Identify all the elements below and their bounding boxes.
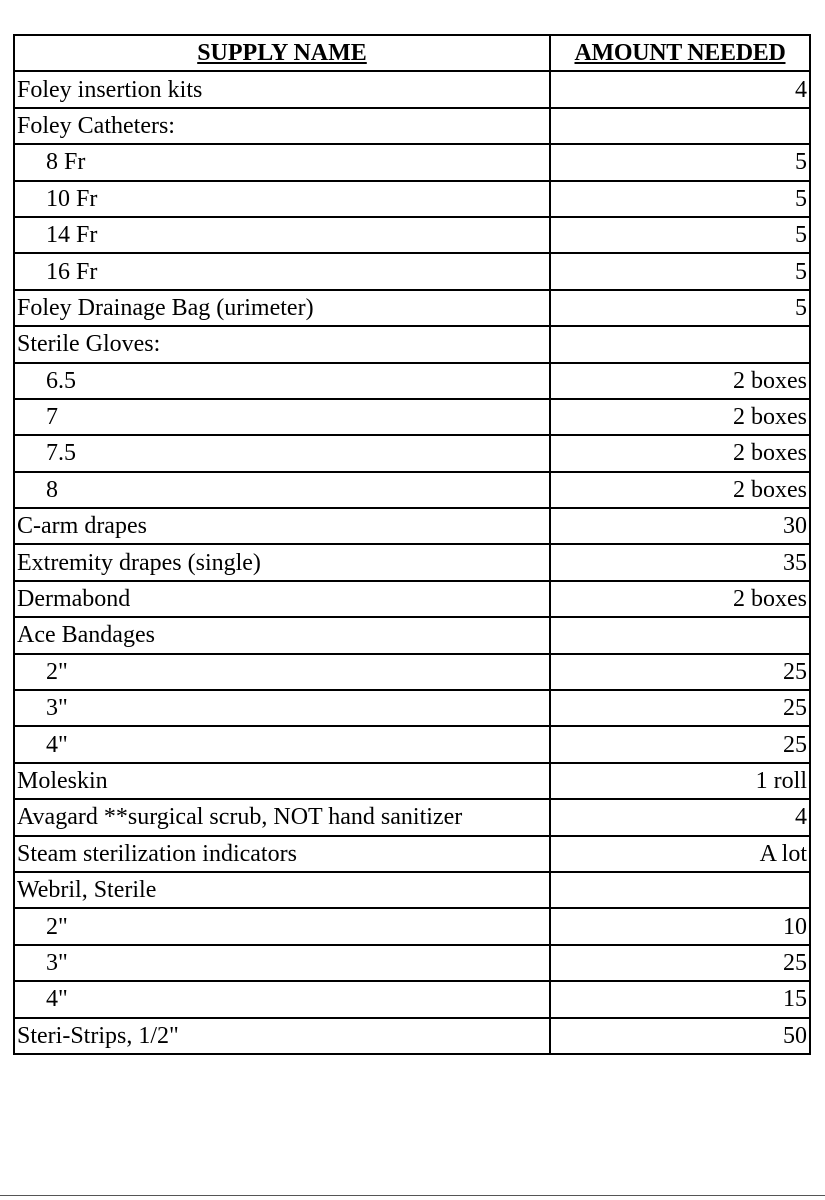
table-row: [14, 71, 810, 107]
table-row: [14, 1018, 810, 1054]
table-row: [14, 617, 810, 653]
table-row: [14, 581, 810, 617]
table-row: [14, 908, 810, 944]
supply-name-cell: 14 Fr: [14, 217, 550, 253]
amount-needed-cell: [550, 326, 810, 362]
amount-needed-cell: 5: [550, 217, 810, 253]
amount-needed-cell: 2 boxes: [550, 472, 810, 508]
table-row: [14, 690, 810, 726]
supply-name-cell: Sterile Gloves:: [14, 326, 550, 362]
table-row: [14, 144, 810, 180]
supply-name-cell: Steam sterilization indicators: [14, 836, 550, 872]
supply-name-cell: C-arm drapes: [14, 508, 550, 544]
supply-name-cell: 16 Fr: [14, 253, 550, 289]
table-row: [14, 544, 810, 580]
supply-name-cell: Steri-Strips, 1/2": [14, 1018, 550, 1054]
supply-name-cell: 8 Fr: [14, 144, 550, 180]
amount-needed-cell: 2 boxes: [550, 399, 810, 435]
table-row: [14, 399, 810, 435]
amount-needed-cell: 2 boxes: [550, 363, 810, 399]
supply-name-cell: Avagard **surgical scrub, NOT hand sanitizer: [14, 799, 550, 835]
amount-needed-cell: A lot: [550, 836, 810, 872]
amount-needed-cell: 30: [550, 508, 810, 544]
supply-name-cell: 2": [14, 654, 550, 690]
supply-name-cell: 3": [14, 690, 550, 726]
supply-table: [13, 34, 811, 1055]
amount-needed-cell: 50: [550, 1018, 810, 1054]
amount-needed-cell: [550, 617, 810, 653]
supply-name-cell: 10 Fr: [14, 181, 550, 217]
table-row: [14, 435, 810, 471]
supply-name-cell: Foley Catheters:: [14, 108, 550, 144]
supply-name-cell: 7.5: [14, 435, 550, 471]
page-bottom-rule: [0, 1195, 825, 1196]
table-row: [14, 363, 810, 399]
supply-name-cell: Moleskin: [14, 763, 550, 799]
amount-needed-cell: [550, 872, 810, 908]
table-row: [14, 253, 810, 289]
supply-name-cell: Dermabond: [14, 581, 550, 617]
table-row: [14, 508, 810, 544]
amount-needed-cell: 2 boxes: [550, 435, 810, 471]
amount-needed-cell: 15: [550, 981, 810, 1017]
supply-name-cell: 8: [14, 472, 550, 508]
amount-needed-cell: 5: [550, 290, 810, 326]
amount-needed-cell: 35: [550, 544, 810, 580]
amount-needed-cell: [550, 108, 810, 144]
supply-name-cell: 4": [14, 726, 550, 762]
amount-needed-cell: 2 boxes: [550, 581, 810, 617]
supply-name-cell: 7: [14, 399, 550, 435]
table-row: [14, 945, 810, 981]
supply-name-cell: 2": [14, 908, 550, 944]
table-row: [14, 108, 810, 144]
table-row: [14, 290, 810, 326]
table-row: [14, 872, 810, 908]
supply-name-cell: Ace Bandages: [14, 617, 550, 653]
amount-needed-cell: 25: [550, 690, 810, 726]
table-row: [14, 726, 810, 762]
column-header-amount-needed: AMOUNT NEEDED: [550, 35, 810, 71]
supply-table-body: [14, 71, 810, 1054]
amount-needed-cell: 25: [550, 726, 810, 762]
table-row: [14, 472, 810, 508]
table-row: [14, 763, 810, 799]
supply-name-cell: 3": [14, 945, 550, 981]
amount-needed-cell: 25: [550, 945, 810, 981]
table-row: [14, 326, 810, 362]
amount-needed-cell: 25: [550, 654, 810, 690]
header-row: [14, 35, 810, 71]
table-row: [14, 181, 810, 217]
amount-needed-cell: 4: [550, 71, 810, 107]
amount-needed-cell: 5: [550, 181, 810, 217]
amount-needed-cell: 5: [550, 253, 810, 289]
amount-needed-cell: 4: [550, 799, 810, 835]
table-row: [14, 836, 810, 872]
supply-name-cell: Foley Drainage Bag (urimeter): [14, 290, 550, 326]
amount-needed-cell: 5: [550, 144, 810, 180]
amount-needed-cell: 1 roll: [550, 763, 810, 799]
supply-name-cell: Webril, Sterile: [14, 872, 550, 908]
supply-name-cell: 6.5: [14, 363, 550, 399]
table-row: [14, 799, 810, 835]
table-row: [14, 654, 810, 690]
supply-name-cell: Extremity drapes (single): [14, 544, 550, 580]
supply-name-cell: 4": [14, 981, 550, 1017]
amount-needed-cell: 10: [550, 908, 810, 944]
supply-name-cell: Foley insertion kits: [14, 71, 550, 107]
column-header-supply-name: SUPPLY NAME: [14, 35, 550, 71]
table-row: [14, 217, 810, 253]
table-row: [14, 981, 810, 1017]
